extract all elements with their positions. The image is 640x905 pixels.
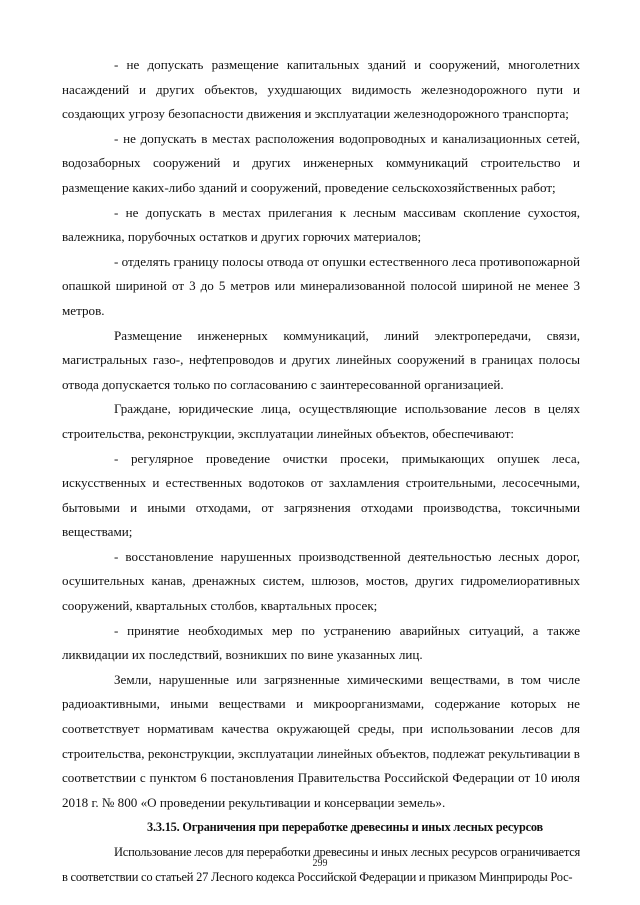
paragraph-3: - не допускать в местах прилегания к лесным массивам скопление сухостоя, валежника, порубочных остатков и других горючих материалов; — [62, 204, 580, 245]
body-text — [62, 53, 580, 889]
section-paragraph: Использование лесов для переработки древесины и иных лесных ресурсов ограничивается в соответствии со статьей 27 Лесного кодекса Российской Федерации и приказом Минприроды Рос- — [62, 845, 580, 884]
section-heading: 3.3.15. Ограничения при переработке древесины и иных лесных ресурсов — [147, 820, 543, 835]
paragraph-4: - отделять границу полосы отвода от опушки естественного леса противопожарной опашкой шириной от 3 до 5 метров или минерализованной полосой шириной не менее 3 метров. — [62, 253, 581, 318]
paragraph-9: - принятие необходимых мер по устранению аварийных ситуаций, а также ликвидации их последствий, возникших по вине указанных лиц. — [62, 622, 580, 663]
paragraph-8: - восстановление нарушенных производственной деятельностью лесных дорог, осушительных канав, дренажных систем, шлюзов, мостов, других гидромелиоративных сооружений, квартальных столбов, квартальных просек; — [62, 548, 580, 614]
paragraph-7: - регулярное проведение очистки просеки, примыкающих опушек леса, искусственных и естественных водотоков от захламления строительными, лесосечными, бытовыми и иными отходами, от загрязнения отходами производства, токсичными веществами; — [62, 450, 580, 540]
paragraph-6: Граждане, юридические лица, осуществляющие использование лесов в целях строительства, реконструкции, эксплуатации линейных объектов, обеспечивают: — [62, 401, 580, 441]
paragraph-5: Размещение инженерных коммуникаций, линий электропередачи, связи, магистральных газо-, нефтепроводов и других линейных сооружений в границах полосы отвода допускается только по согласованию с заинтересованной организацией. — [62, 327, 580, 392]
paragraph-2: - не допускать в местах расположения водопроводных и канализационных сетей, водозаборных сооружений и других инженерных коммуникаций строительство и размещение каких-либо зданий и сооружений, проведение сельскохозяйственных работ; — [62, 130, 580, 195]
page-number: 299 — [312, 858, 328, 869]
paragraph-10: Земли, нарушенные или загрязненные химическими веществами, в том числе радиоактивными, иными веществами и микроорганизмами, содержание которых не соответствует нормативам качества окружающей среды, при использовании лесов для строительства, реконструкции, эксплуатации линейных объектов, подлежат рекультивации в соответствии с пунктом 6 постановления Правительства Российской Федерации от 10 июля 2018 г. № 800 «О проведении рекультивации и консервации земель». — [62, 671, 580, 810]
paragraph-1: - не допускать размещение капитальных зданий и сооружений, многолетних насаждений и других объектов, ухудшающих видимость железнодорожного пути и создающих угрозу безопасности движения и эксплуатации железнодорожного транспорта; — [62, 57, 580, 122]
